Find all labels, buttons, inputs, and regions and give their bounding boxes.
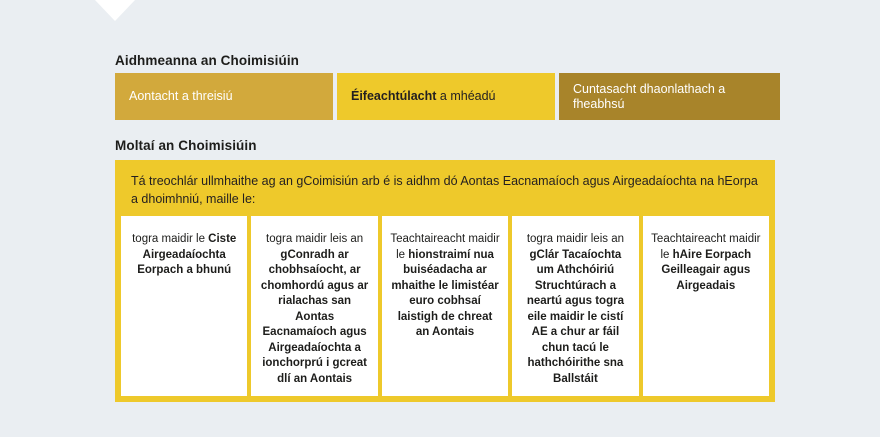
proposals-heading: Moltaí an Choimisiúin <box>115 138 257 153</box>
card-emphasis-emf: Ciste Airgeadaíochta Eorpach a bhunú <box>137 233 237 276</box>
recommendation-card-finance-minister <box>643 216 769 396</box>
objective-lead-accountability: Cuntasacht <box>573 81 637 96</box>
top-notch-triangle <box>95 0 135 21</box>
recommendation-card-treaty <box>251 216 377 396</box>
card-lead-finance-minister: Teachtaireacht maidir le <box>651 233 761 261</box>
recommendation-card-reform-support <box>512 216 638 396</box>
card-lead-budgetary-instruments: Teachtaireacht maidir le <box>390 233 500 261</box>
objective-rest-unity: a threisiú <box>178 89 233 103</box>
card-lead-emf: togra maidir le <box>132 233 209 245</box>
recommendation-card-emf <box>121 216 247 396</box>
recommendation-cards-frame <box>115 210 775 402</box>
objective-text-accountability <box>573 82 766 112</box>
objectives-row <box>115 73 780 120</box>
objective-lead-efficiency: Éifeachtúlacht <box>351 89 437 103</box>
card-emphasis-finance-minister: hAire Eorpach Geilleagair agus Airgeadais <box>661 248 752 292</box>
card-emphasis-treaty: gConradh ar chobhsaíocht, ar chomhordú agus ar rialachas san Aontas Eacnamaíoch agus Airgeadaíochta a ionchorprú i gcreat dlí an Aontais <box>260 248 369 385</box>
objective-rest-efficiency: a mhéadú <box>436 89 496 103</box>
card-emphasis-budgetary-instruments: hionstraimí nua buiséadacha ar mhaithe le limistéar euro cobhsaí laistigh de chreat an Aontais <box>391 248 499 338</box>
objective-text-unity <box>129 89 233 104</box>
card-lead-reform-support: togra maidir leis an <box>526 233 624 245</box>
objectives-heading: Aidhmeanna an Choimisiúin <box>115 53 300 68</box>
card-lead-treaty: togra maidir leis an <box>266 233 364 245</box>
recommendation-card-budgetary-instruments <box>382 216 508 396</box>
proposals-intro-banner: Tá treochlár ullmhaithe ag an gCoimisiún arb é is aidhm dó Aontas Eacnamaíoch agus Airgeadaíochta na hEorpa a dhoimhniú, maille le: <box>115 160 775 221</box>
objective-text-efficiency <box>351 89 496 104</box>
objective-rest-accountability: dhaonlathach a fheabhsú <box>573 81 726 111</box>
objective-box-unity <box>115 73 333 120</box>
objective-box-accountability <box>559 73 780 120</box>
objective-box-efficiency <box>337 73 555 120</box>
card-emphasis-reform-support: gClár Tacaíochta um Athchóiriú Struchtúrach a neartú agus togra eile maidir le cistí AE a chur ar fáil chun tacú le hathchóirithe sna Ballstáit <box>526 248 624 385</box>
objective-lead-unity: Aontacht <box>129 89 179 103</box>
